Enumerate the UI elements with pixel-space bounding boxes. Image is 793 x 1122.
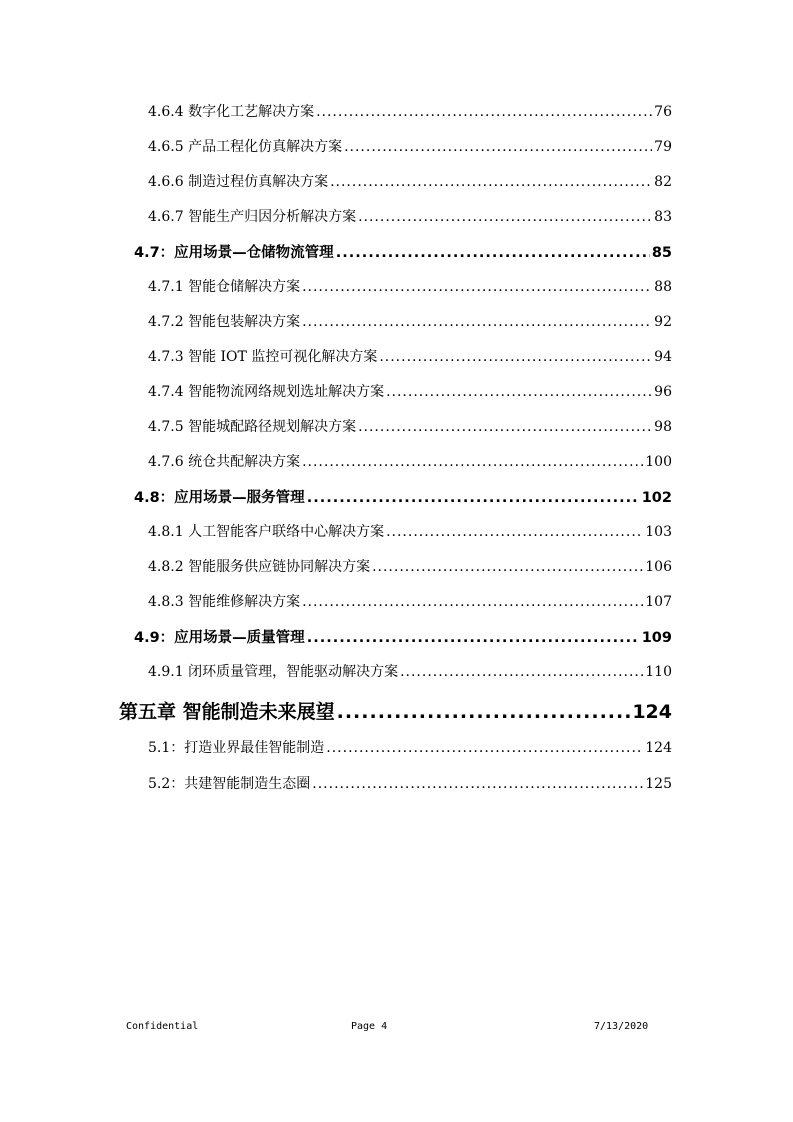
toc-entry-title: 5.2：共建智能制造生态圈 xyxy=(148,776,311,792)
toc-section-title: 4.9：应用场景—质量管理 xyxy=(134,630,305,646)
toc-leader-dots xyxy=(358,209,652,225)
toc-page-number: 82 xyxy=(654,174,672,190)
toc-entry-title: 4.8.3 智能维修解决方案 xyxy=(148,594,301,610)
toc-entry-title: 4.7.5 智能城配路径规划解决方案 xyxy=(148,419,357,435)
footer-page-number: Page 4 xyxy=(351,1021,388,1032)
toc-leader-dots xyxy=(379,349,652,365)
toc-page-number: 109 xyxy=(641,630,672,646)
toc-entry-title: 4.6.5 产品工程化仿真解决方案 xyxy=(148,139,343,155)
toc-entry[interactable] xyxy=(148,101,672,121)
toc-leader-dots xyxy=(307,490,640,506)
toc-entry[interactable] xyxy=(148,521,672,541)
toc-entry[interactable] xyxy=(148,276,672,296)
toc-entry[interactable] xyxy=(148,773,672,793)
toc-entry-title: 4.7.3 智能 IOT 监控可视化解决方案 xyxy=(148,349,378,365)
toc-entry[interactable] xyxy=(148,346,672,366)
toc-entry[interactable] xyxy=(148,556,672,576)
toc-entry[interactable] xyxy=(148,451,672,471)
toc-leader-dots xyxy=(337,701,631,723)
toc-chapter-title: 第五章 智能制造未来展望 xyxy=(119,701,335,723)
toc-entry-title: 4.8.2 智能服务供应链协同解决方案 xyxy=(148,559,371,575)
toc-entry-title: 4.7.1 智能仓储解决方案 xyxy=(148,279,301,295)
toc-page-number: 88 xyxy=(654,279,672,295)
toc-leader-dots xyxy=(344,139,652,155)
toc-leader-dots xyxy=(330,174,652,190)
toc-page-number: 100 xyxy=(645,454,672,470)
toc-entry[interactable] xyxy=(148,591,672,611)
toc-page-number: 94 xyxy=(654,349,672,365)
toc-page-number: 92 xyxy=(654,314,672,330)
toc-entry-title: 5.1：打造业界最佳智能制造 xyxy=(148,740,325,756)
toc-entry-title: 4.6.7 智能生产归因分析解决方案 xyxy=(148,209,357,225)
toc-entry[interactable] xyxy=(148,171,672,191)
toc-leader-dots xyxy=(386,384,652,400)
toc-leader-dots xyxy=(386,524,643,540)
toc-entry[interactable] xyxy=(148,737,672,757)
toc-section-entry[interactable] xyxy=(134,486,672,507)
toc-page-number: 98 xyxy=(654,419,672,435)
toc-leader-dots xyxy=(326,740,643,756)
toc-page-number: 76 xyxy=(654,104,672,120)
toc-page-number: 102 xyxy=(641,490,672,506)
footer-date: 7/13/2020 xyxy=(594,1021,649,1032)
toc-page-number: 124 xyxy=(632,701,672,723)
toc-page-number: 85 xyxy=(651,245,672,261)
toc-entry-title: 4.8.1 人工智能客户联络中心解决方案 xyxy=(148,524,385,540)
toc-leader-dots xyxy=(400,664,643,680)
toc-entry-title: 4.7.2 智能包装解决方案 xyxy=(148,314,301,330)
toc-leader-dots xyxy=(302,454,643,470)
toc-page-number: 79 xyxy=(654,139,672,155)
footer-confidential: Confidential xyxy=(126,1021,199,1032)
toc-leader-dots xyxy=(316,104,652,120)
toc-page-number: 83 xyxy=(654,209,672,225)
toc-entry-title: 4.7.6 统仓共配解决方案 xyxy=(148,454,301,470)
toc-entry[interactable] xyxy=(148,661,672,681)
toc-leader-dots xyxy=(307,630,640,646)
toc-entry[interactable] xyxy=(148,206,672,226)
toc-leader-dots xyxy=(302,314,652,330)
toc-entry-title: 4.6.6 制造过程仿真解决方案 xyxy=(148,174,329,190)
toc-page-number: 96 xyxy=(654,384,672,400)
toc-leader-dots xyxy=(336,245,650,261)
toc-leader-dots xyxy=(358,419,652,435)
toc-section-title: 4.8：应用场景—服务管理 xyxy=(134,490,305,506)
toc-page-number: 103 xyxy=(645,524,672,540)
toc-leader-dots xyxy=(312,776,643,792)
toc-entry-title: 4.7.4 智能物流网络规划选址解决方案 xyxy=(148,384,385,400)
toc-entry[interactable] xyxy=(148,311,672,331)
toc-page-number: 110 xyxy=(645,664,672,680)
toc-chapter-entry[interactable] xyxy=(119,697,672,724)
toc-page-number: 107 xyxy=(645,594,672,610)
toc-page-number: 124 xyxy=(645,740,672,756)
toc-section-entry[interactable] xyxy=(134,626,672,647)
toc-entry-title: 4.9.1 闭环质量管理，智能驱动解决方案 xyxy=(148,664,399,680)
toc-entry[interactable] xyxy=(148,136,672,156)
toc-leader-dots xyxy=(302,279,652,295)
toc-entry[interactable] xyxy=(148,381,672,401)
toc-page-number: 106 xyxy=(645,559,672,575)
toc-section-entry[interactable] xyxy=(134,241,672,262)
toc-entry[interactable] xyxy=(148,416,672,436)
toc-section-title: 4.7：应用场景—仓储物流管理 xyxy=(134,245,334,261)
toc-page-number: 125 xyxy=(645,776,672,792)
toc-leader-dots xyxy=(302,594,643,610)
toc-leader-dots xyxy=(372,559,643,575)
toc-entry-title: 4.6.4 数字化工艺解决方案 xyxy=(148,104,315,120)
